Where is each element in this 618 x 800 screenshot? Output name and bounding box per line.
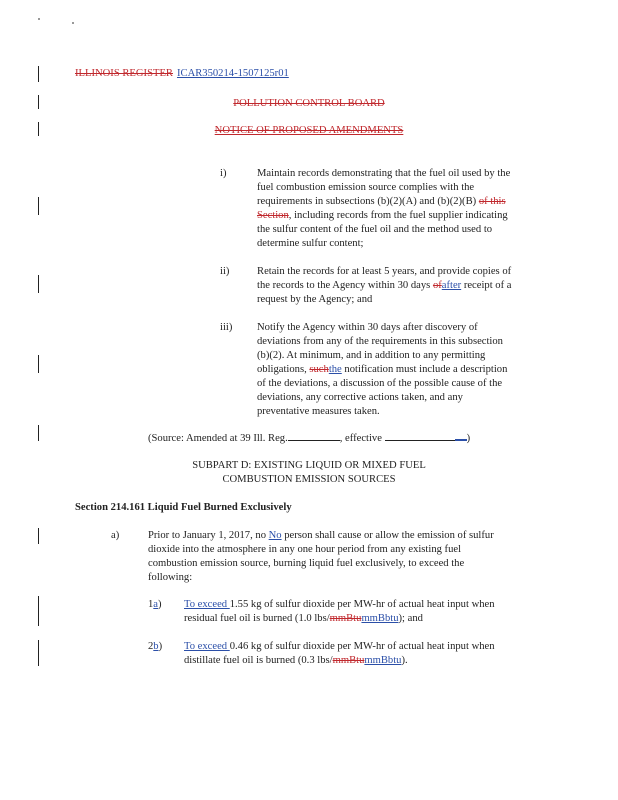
register-inserted: ICAR350214-1507125r01 bbox=[176, 68, 289, 79]
scan-speck bbox=[38, 18, 40, 20]
change-bar bbox=[38, 197, 39, 215]
register-header bbox=[75, 67, 289, 81]
scan-speck bbox=[72, 22, 74, 24]
change-bar bbox=[38, 66, 39, 82]
blank-reg bbox=[288, 440, 340, 441]
para-a-text: Prior to January 1, 2017, no No person shall cause or allow the emission of sulfur dioxide into the atmosphere in any one hour period from any existing fuel combustion emission source, burning liquid fuel exclusively, to exceed the following: bbox=[148, 530, 494, 583]
item-number: ii) bbox=[220, 266, 230, 277]
change-bar bbox=[38, 425, 39, 441]
blank-date-ins bbox=[455, 439, 467, 441]
change-bar bbox=[38, 275, 39, 293]
board-header: POLLUTION CONTROL BOARD bbox=[233, 98, 385, 109]
subpart-heading: SUBPART D: EXISTING LIQUID OR MIXED FUEL COMBUSTION EMISSION SOURCES bbox=[192, 460, 426, 485]
change-bar bbox=[38, 640, 39, 666]
blank-date bbox=[385, 440, 455, 441]
item-ii-text: Retain the records for at least 5 years, and provide copies of the records to the Agency within 30 days ofafter receipt of a request by the Agency; and bbox=[257, 266, 512, 305]
para-a-label: a) bbox=[111, 530, 120, 541]
item-i-text: Maintain records demonstrating that the fuel oil used by the fuel combustion emission source complies with the requirements in subsections (b)(2)(A) and (b)(2)(B) of this Section, including records from the fuel supplier indicating the sulfur content of the fuel oil and the method used to determine sulfur content; bbox=[257, 168, 511, 249]
sub2-text: To exceed 0.46 kg of sulfur dioxide per MW-hr of actual heat input when distillate fuel oil is burned (0.3 lbs/mmBtummBbtu). bbox=[184, 641, 495, 666]
change-bar bbox=[38, 596, 39, 626]
item-number: i) bbox=[220, 168, 227, 179]
item-number: iii) bbox=[220, 322, 233, 333]
sub1-text: To exceed 1.55 kg of sulfur dioxide per MW-hr of actual heat input when residual fuel oil is burned (1.0 lbs/mmBtummBbtu); and bbox=[184, 599, 495, 624]
notice-header: NOTICE OF PROPOSED AMENDMENTS bbox=[214, 125, 404, 136]
change-bar bbox=[38, 355, 39, 373]
register-struck: ILLINOIS REGISTER bbox=[75, 68, 173, 79]
change-bar bbox=[38, 528, 39, 544]
item-iii-text: Notify the Agency within 30 days after discovery of deviations from any of the requirements in this subsection (b)(2). At minimum, and in addition to any permitting obligations, suchthe notification must include a description of the deviations, a discussion of the possible cause of the deviations, any corrective actions taken, and any preventative measures taken. bbox=[257, 322, 508, 417]
sub1-label: 1a) bbox=[148, 599, 162, 610]
sub2-label: 2b) bbox=[148, 641, 163, 652]
section-title: Section 214.161 Liquid Fuel Burned Exclusively bbox=[75, 502, 292, 513]
source-note: (Source: Amended at 39 Ill. Reg. , effective ) bbox=[148, 433, 471, 444]
